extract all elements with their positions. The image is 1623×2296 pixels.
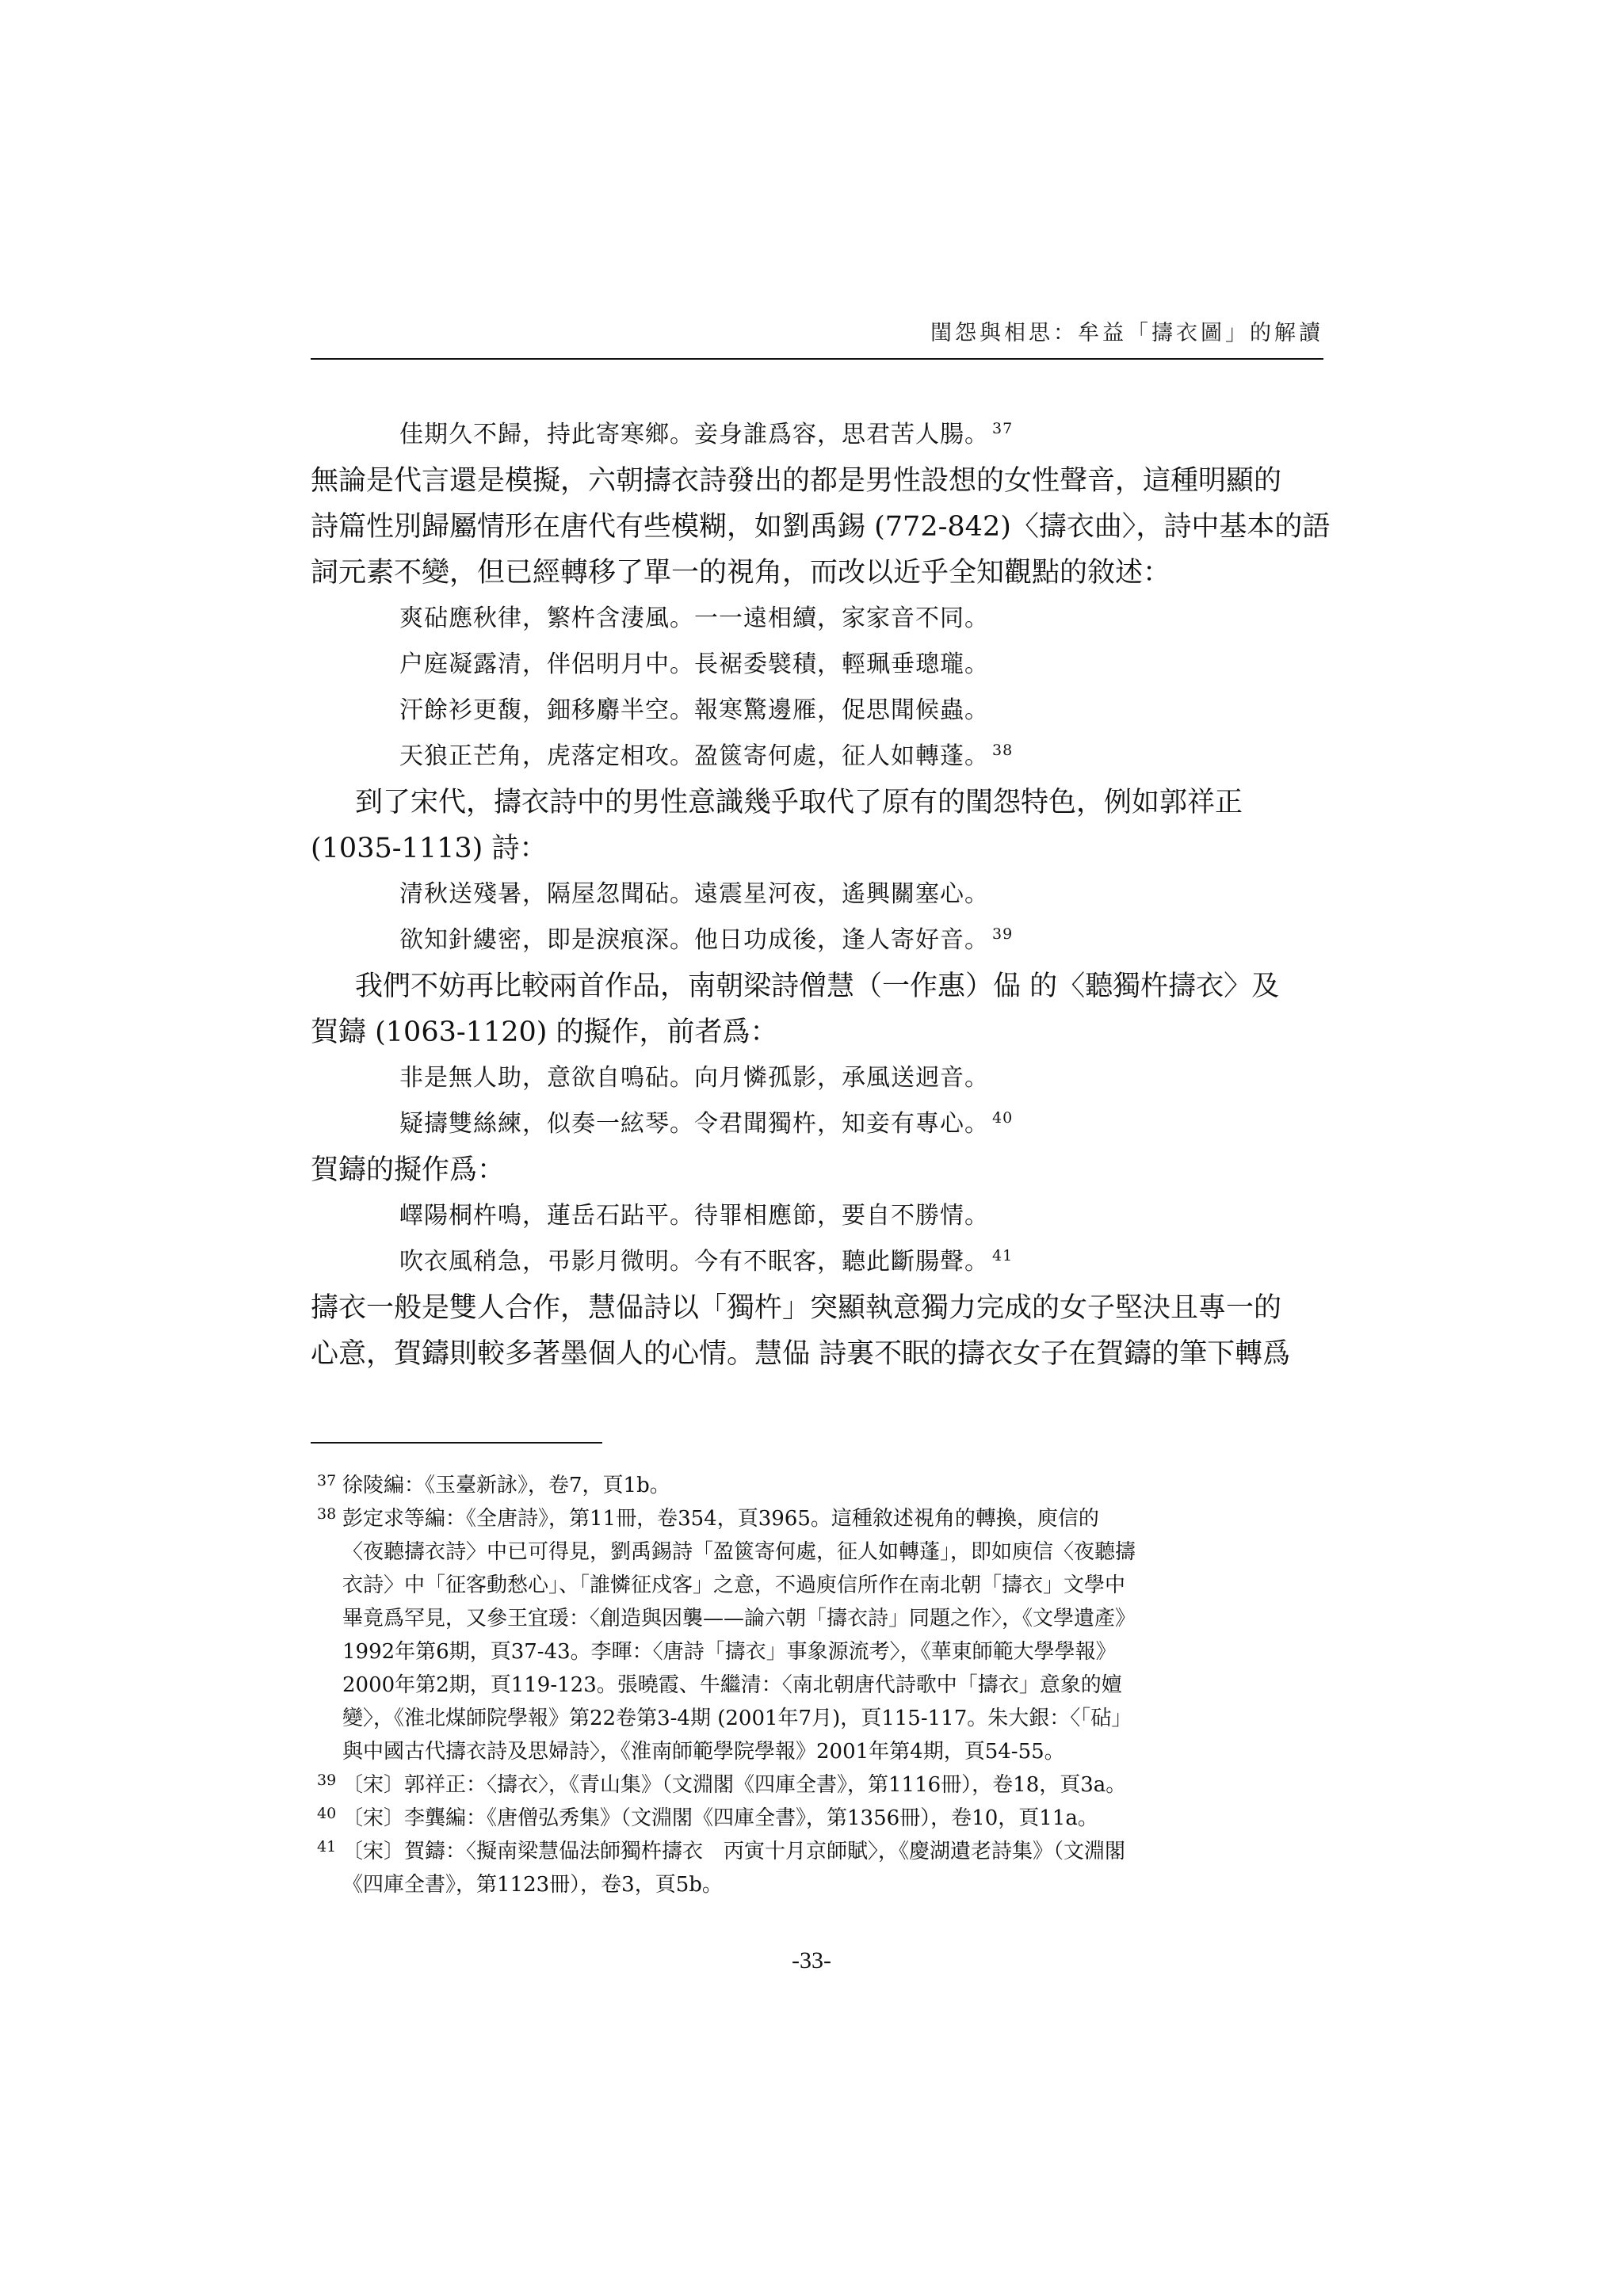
prose-line — [311, 826, 1323, 871]
footnote — [311, 1768, 1323, 1802]
line-text: 詩篇性別歸屬情形在唐代有些模糊，如劉禹錫 (772-842)〈擣衣曲〉，詩中基本的語 — [311, 511, 1331, 543]
line-text: 賀鑄 (1063-1120) 的擬作，前者爲： — [311, 1016, 778, 1048]
poem-line — [311, 1101, 1323, 1147]
footnote-number: 37 — [317, 1472, 337, 1489]
prose-line — [311, 1147, 1323, 1193]
page-number: -33- — [792, 1947, 831, 1974]
footnote-line: 〔宋〕李龔編：《唐僧弘秀集》（文淵閣《四庫全書》，第1356冊），卷10，頁11a。 — [342, 1806, 1098, 1830]
footnote-line: 1992年第6期，頁37-43。李暉：〈唐詩「擣衣」事象源流考〉，《華東師範大學學報》 — [342, 1640, 1117, 1664]
footnote-text — [311, 1768, 1323, 1802]
line-text: 户庭凝露清，伴侶明月中。長裾委襞積，輕珮垂璁瓏。 — [399, 650, 989, 678]
footnote-rule — [311, 1442, 602, 1444]
line-text: 佳期久不歸，持此寄寒鄉。妾身誰爲容，思君苦人腸。 — [399, 421, 989, 448]
line-text: 清秋送殘暑，隔屋忽聞砧。遠震星河夜，遙興關塞心。 — [399, 880, 989, 908]
poem-line — [311, 917, 1323, 963]
footnote-line: 衣詩〉中「征客動愁心」、「誰憐征戍客」之意，不過庾信所作在南北朝「擣衣」文學中 — [342, 1573, 1126, 1597]
footnote-line: 〈夜聽擣衣詩〉中已可得見，劉禹錫詩「盈篋寄何處，征人如轉蓬」，即如庾信〈夜聽擣 — [342, 1540, 1136, 1564]
footnote-line: 〔宋〕賀鑄：〈擬南梁慧偘法師獨杵擣衣 丙寅十月京師賦〉，《慶湖遺老詩集》（文淵閣 — [342, 1840, 1126, 1863]
footnote — [311, 1502, 1323, 1768]
footnote-line: 彭定求等編：《全唐詩》，第11冊，卷354，頁3965。這種敘述視角的轉換，庾信的 — [342, 1507, 1099, 1531]
line-text: 我們不妨再比較兩首作品，南朝梁詩僧慧（一作惠）偘 的〈聽獨杵擣衣〉及 — [355, 971, 1280, 1002]
line-text: 汗餘衫更馥，鈿移麝半空。報寒驚邊雁，促思聞候蟲。 — [399, 696, 989, 724]
header-rule — [311, 358, 1323, 360]
footnote-number: 40 — [317, 1805, 337, 1822]
footnote-marker: 40 — [992, 1109, 1014, 1127]
line-text: (1035-1113) 詩： — [311, 833, 548, 864]
line-text: 爽砧應秋律，繁杵含淒風。一一遠相續，家家音不同。 — [399, 605, 989, 632]
line-text: 吹衣風稍急，弔影月微明。今有不眠客，聽此斷腸聲。 — [399, 1248, 989, 1276]
body-text — [311, 412, 1331, 1377]
poem-line — [311, 1055, 1323, 1101]
poem-line — [311, 871, 1323, 917]
footnote-number: 41 — [317, 1838, 337, 1855]
poem-line — [311, 596, 1323, 642]
footnote-marker: 41 — [992, 1247, 1014, 1264]
prose-line — [311, 963, 1323, 1009]
poem-line — [311, 1239, 1323, 1285]
footnote-line: 2000年第2期，頁119-123。張曉霞、牛繼清：〈南北朝唐代詩歌中「擣衣」意象的嬗 — [342, 1673, 1122, 1697]
prose-line — [311, 550, 1323, 596]
footnote — [311, 1802, 1323, 1835]
prose-line — [311, 1009, 1323, 1055]
running-header: 閨怨與相思：牟益「擣衣圖」的解讀 — [930, 321, 1323, 345]
prose-line — [311, 1285, 1323, 1331]
footnote — [311, 1835, 1323, 1901]
line-text: 非是無人助，意欲自鳴砧。向月憐孤影，承風送迥音。 — [399, 1064, 989, 1092]
prose-line — [311, 504, 1331, 550]
poem-line — [311, 642, 1323, 688]
footnote-marker: 38 — [992, 742, 1014, 759]
footnote-text — [311, 1469, 1323, 1502]
line-text: 欲知針縷密，即是淚痕深。他日功成後，逢人寄好音。 — [399, 926, 989, 954]
footnote-line: 與中國古代擣衣詩及思婦詩〉，《淮南師範學院學報》2001年第4期，頁54-55。 — [342, 1740, 1065, 1764]
footnote-marker: 39 — [992, 925, 1014, 943]
poem-line — [311, 734, 1323, 780]
footnote-line: 變〉，《淮北煤師院學報》第22卷第3-4期 (2001年7月)，頁115-117。朱大銀：〈「砧」 — [342, 1707, 1132, 1730]
footnote-number: 39 — [317, 1772, 337, 1789]
footnote — [311, 1469, 1323, 1502]
footnote-line: 《四庫全書》，第1123冊），卷3，頁5b。 — [342, 1873, 723, 1897]
footnote-text — [311, 1802, 1323, 1835]
line-text: 詞元素不變，但已經轉移了單一的視角，而改以近乎全知觀點的敘述： — [311, 557, 1171, 589]
poem-line — [311, 1193, 1323, 1239]
prose-line — [311, 1331, 1323, 1377]
line-text: 天狼正芒角，虎落定相攻。盈篋寄何處，征人如轉蓬。 — [399, 742, 989, 770]
footnote-text — [311, 1502, 1323, 1768]
footnote-number: 38 — [317, 1505, 337, 1523]
line-text: 到了宋代，擣衣詩中的男性意識幾乎取代了原有的閨怨特色，例如郭祥正 — [355, 787, 1243, 818]
footnote-text — [311, 1835, 1323, 1901]
footnotes — [311, 1469, 1323, 1901]
line-text: 嶧陽桐杵鳴，蓮岳石跕平。待罪相應節，要自不勝情。 — [399, 1202, 989, 1230]
poem-line — [311, 412, 1323, 458]
line-text: 疑擣雙絲練，似奏一絃琴。令君聞獨杵，知妾有專心。 — [399, 1110, 989, 1138]
footnote-marker: 37 — [992, 420, 1014, 437]
footnote-line: 〔宋〕郭祥正：〈擣衣〉，《青山集》（文淵閣《四庫全書》，第1116冊），卷18，頁3a。 — [342, 1773, 1127, 1797]
prose-line — [311, 458, 1323, 504]
poem-line — [311, 688, 1323, 734]
footnote-line: 徐陵編：《玉臺新詠》，卷7，頁1b。 — [342, 1474, 670, 1497]
prose-line — [311, 780, 1323, 826]
line-text: 心意，賀鑄則較多著墨個人的心情。慧偘 詩裏不眠的擣衣女子在賀鑄的筆下轉爲 — [311, 1338, 1291, 1370]
line-text: 擣衣一般是雙人合作，慧偘詩以「獨杵」突顯執意獨力完成的女子堅決且專一的 — [311, 1292, 1282, 1324]
line-text: 無論是代言還是模擬，六朝擣衣詩發出的都是男性設想的女性聲音，這種明顯的 — [311, 465, 1282, 497]
footnote-line: 畢竟爲罕見，又參王宜瑗：〈創造與因襲——論六朝「擣衣詩」同題之作〉，《文學遺產》 — [342, 1607, 1136, 1630]
line-text: 賀鑄的擬作爲： — [311, 1154, 506, 1186]
